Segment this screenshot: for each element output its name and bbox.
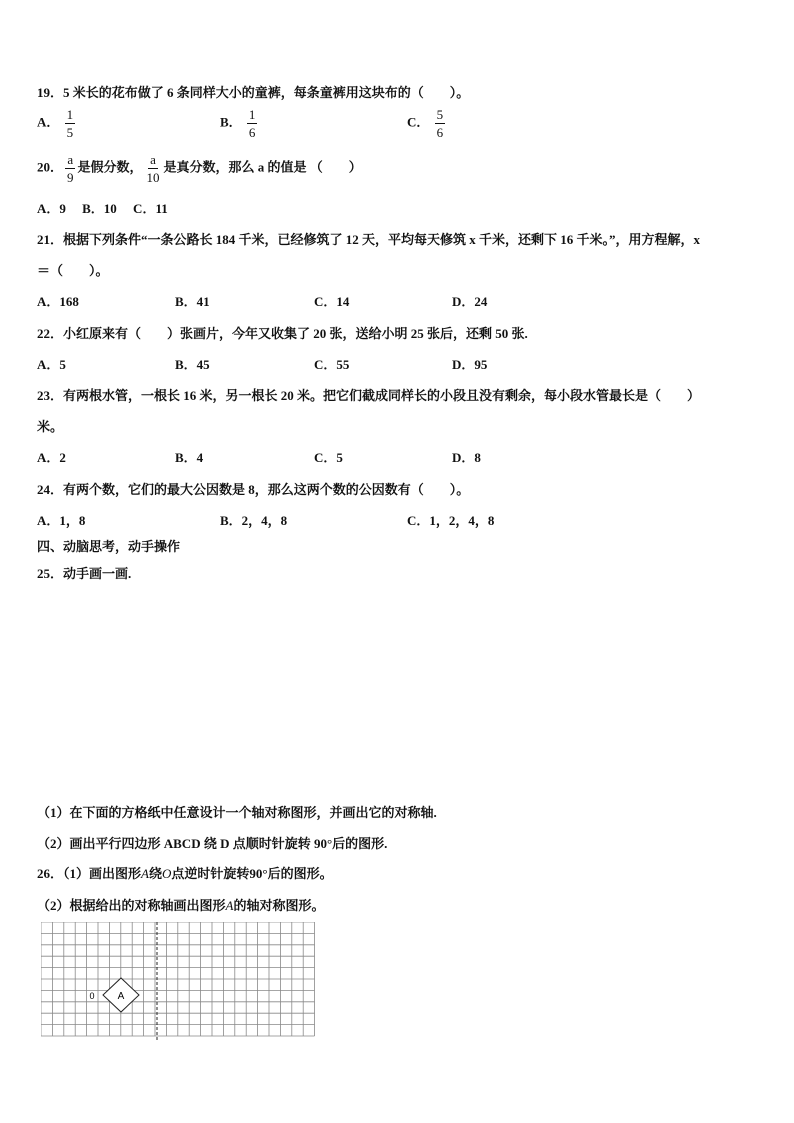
q23-option-a[interactable]: A．2	[37, 450, 66, 465]
q24-option-a[interactable]: A．1，8	[37, 513, 86, 528]
shape-a-label: A	[117, 991, 125, 1002]
q22-text: 22．小红原来有（ ）张画片，今年又收集了 20 张，送给小明 25 张后，还剩 50 张.	[37, 326, 528, 341]
q19-c-fraction: $\frac{5}{6}$	[436, 107, 444, 140]
q25-sub-2: （2）画出平行四边形 ABCD 绕 D 点顺时针旋转 90°后的图形.	[37, 836, 388, 851]
q26-sub-1: 26．（1）画出图形A绕O点逆时针旋转90°后的图形。	[37, 866, 333, 881]
q25-sub-1: （1）在下面的方格纸中任意设计一个轴对称图形，并画出它的对称轴.	[37, 805, 437, 820]
q23-option-b[interactable]: B．4	[175, 450, 204, 465]
q21-option-c[interactable]: C．14	[314, 294, 350, 309]
q20-mid-text: 是假分数，	[77, 159, 143, 175]
q22-option-a[interactable]: A．5	[37, 357, 66, 372]
section-heading: 四、动脑思考，动手操作	[37, 539, 181, 554]
q19-b-label: B．	[220, 114, 242, 130]
q22-option-c[interactable]: C．55	[314, 357, 350, 372]
q21-line-2: ＝（ ）。	[37, 263, 109, 278]
q19-a-fraction: $\frac{1}{5}$	[66, 107, 74, 140]
grid-lines	[41, 922, 315, 1036]
q23-line-1: 23．有两根水管，一根长 16 米，另一根长 20 米。把它们截成同样长的小段且没有剩余，每小段水管最长是（ ）	[37, 388, 701, 403]
q19-option-b[interactable]	[220, 108, 259, 139]
q19-b-fraction: $\frac{1}{6}$	[248, 107, 256, 140]
q20-number: 20．	[37, 159, 64, 175]
q19-a-label: A．	[37, 114, 60, 130]
q20-text	[37, 153, 362, 184]
q22-option-b[interactable]: B．45	[175, 357, 210, 372]
q21-option-d[interactable]: D．24	[452, 294, 488, 309]
point-o-label: O	[161, 866, 172, 881]
q20-fraction-2: $\frac{a}{10}$	[146, 152, 160, 185]
q23-option-c[interactable]: C．5	[314, 450, 343, 465]
q19-option-c[interactable]	[407, 108, 447, 139]
q24-text: 24．有两个数，它们的最大公因数是 8，那么这两个数的公因数有（ ）。	[37, 482, 470, 497]
figure-a-label-2: A	[225, 898, 234, 913]
point-o-marker-label: 0	[89, 991, 95, 1001]
q26-sub-2: （2）根据给出的对称轴画出图形A的轴对称图形。	[37, 898, 325, 913]
q20-suffix-text: 是真分数，那么 a 的值是 （ ）	[163, 159, 362, 175]
grid-paper	[41, 922, 315, 1040]
q24-option-c[interactable]: C．1，2，4，8	[407, 513, 495, 528]
q23-line-2: 米。	[37, 419, 64, 434]
q19-text: 19．5 米长的花布做了 6 条同样大小的童裤，每条童裤用这块布的（ ）。	[37, 85, 470, 100]
q19-option-a[interactable]	[37, 108, 77, 139]
figure-a-label: A	[141, 866, 149, 881]
q19-c-label: C．	[407, 114, 430, 130]
q24-option-b[interactable]: B．2，4，8	[220, 513, 288, 528]
q25-text: 25．动手画一画.	[37, 566, 132, 581]
q20-fraction-1: $\frac{a}{9}$	[67, 152, 74, 185]
q22-option-d[interactable]: D．95	[452, 357, 488, 372]
q21-option-a[interactable]: A．168	[37, 294, 79, 309]
q23-option-d[interactable]: D．8	[452, 450, 481, 465]
q20-options[interactable]: A．9 B．10 C．11	[37, 201, 168, 216]
q21-option-b[interactable]: B．41	[175, 294, 210, 309]
q21-line-1: 21．根据下列条件“一条公路长 184 千米，已经修筑了 12 天，平均每天修筑 x 千米，还剩下 16 千米。”，用方程解，x	[37, 232, 701, 247]
